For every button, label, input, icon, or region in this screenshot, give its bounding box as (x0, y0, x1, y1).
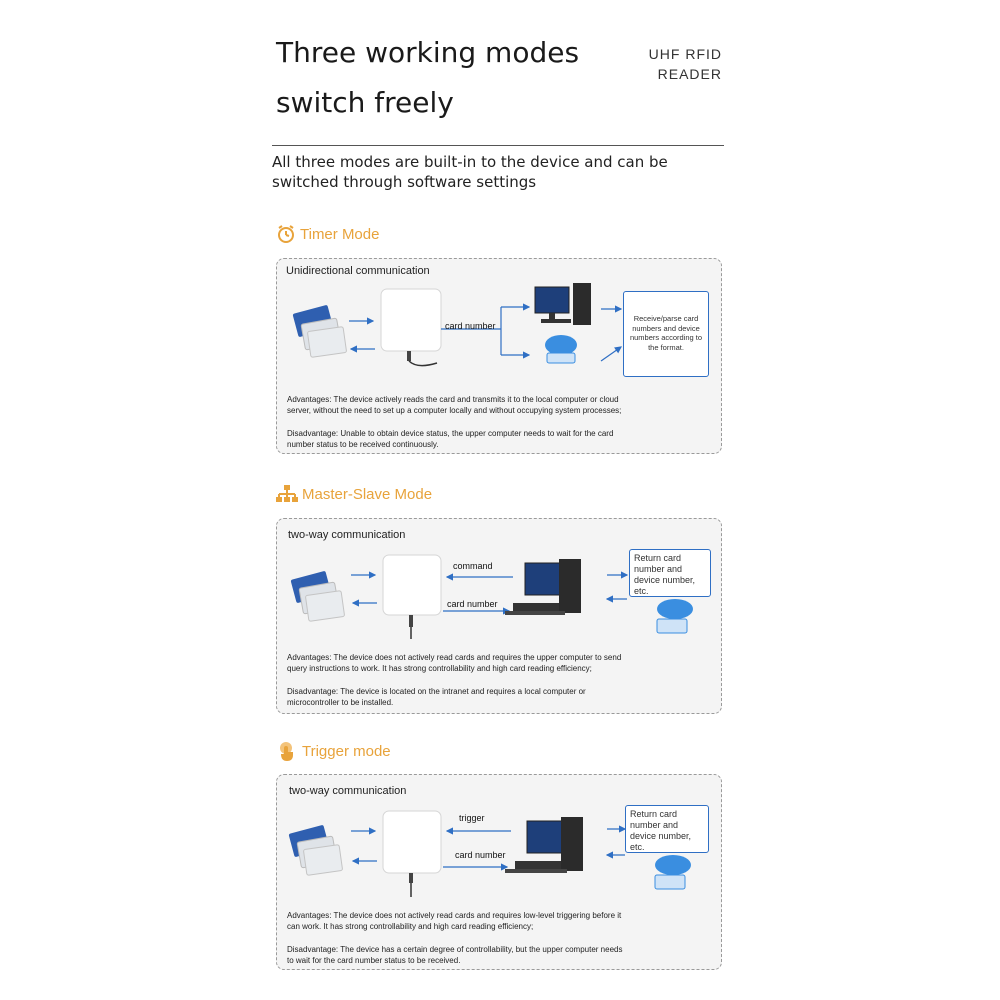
master-slave-mode-panel (276, 518, 722, 714)
computer-icon (505, 817, 583, 873)
disadvantage-line-2: microcontroller to be installed. (287, 697, 394, 707)
card-number-label: card number (445, 321, 496, 331)
card-number-label: card number (447, 599, 498, 609)
rfid-cards-icon (291, 571, 345, 622)
title-line-1: Three working modes (276, 36, 580, 69)
result-box: Return card number and device number, etc. (629, 549, 711, 597)
disadvantage-line-1: Disadvantage: The device is located on the intranet and requires a local computer or (287, 687, 586, 696)
advantages-line-1: Advantages: The device does not actively read cards and requires low-level triggering before it (287, 911, 622, 920)
result-box: Receive/parse card numbers and device numbers according to the format. (623, 291, 709, 377)
disadvantage-line-1: Disadvantage: Unable to obtain device status, the upper computer needs to wait for the card (287, 429, 614, 438)
intro-line-1: All three modes are built-in to the device and can be (272, 153, 668, 171)
trigger-mode-panel (276, 774, 722, 970)
card-number-label: card number (455, 850, 506, 860)
intro-text (272, 152, 732, 192)
command-label: command (453, 561, 493, 571)
timer-mode-title: Timer Mode (300, 225, 380, 243)
brand-line-2: READER (657, 66, 722, 82)
timer-mode-heading (276, 224, 379, 244)
disadvantage-line-1: Disadvantage: The device has a certain degree of controllability, but the upper computer needs (287, 945, 623, 954)
intro-line-2: switched through software settings (272, 173, 537, 191)
network-icon (276, 484, 298, 504)
master-slave-mode-title: Master-Slave Mode (302, 485, 433, 503)
advantages-line-2: server, without the need to set up a computer locally and without occupying system processes; (287, 405, 622, 415)
cloud-server-icon (655, 855, 691, 889)
brand-line-1: UHF RFID (648, 46, 722, 62)
page-title (276, 28, 636, 128)
clock-icon (276, 224, 296, 244)
disadvantage-text (287, 687, 715, 708)
disadvantage-line-2: to wait for the card number status to be received. (287, 955, 461, 965)
computer-icon (535, 283, 591, 325)
rfid-reader-icon (383, 555, 441, 639)
title-line-2: switch freely (276, 86, 454, 119)
disadvantage-text (287, 945, 715, 966)
rfid-cards-icon (293, 305, 347, 358)
advantages-text (287, 395, 715, 416)
rfid-reader-icon (381, 289, 441, 366)
rfid-cards-icon (289, 825, 343, 876)
communication-type: two-way communication (289, 785, 407, 797)
trigger-label: trigger (459, 813, 485, 823)
disadvantage-line-2: number status to be received continuously. (287, 439, 439, 449)
advantages-line-2: query instructions to work. It has strong controllability and high card reading efficiency; (287, 663, 592, 673)
timer-mode-panel (276, 258, 722, 454)
advantages-line-2: can work. It has strong controllability and high card reading efficiency; (287, 921, 534, 931)
cloud-server-icon (657, 599, 693, 633)
communication-type: two-way communication (288, 529, 406, 541)
disadvantage-text (287, 429, 715, 450)
brand-label (649, 44, 722, 84)
result-box: Return card number and device number, etc. (625, 805, 709, 853)
trigger-mode-title: Trigger mode (302, 742, 391, 760)
cloud-server-icon (545, 335, 577, 363)
advantages-text (287, 653, 715, 674)
touch-icon (276, 740, 298, 762)
advantages-line-1: Advantages: The device does not actively read cards and requires the upper computer to send (287, 653, 622, 662)
master-slave-mode-heading (276, 484, 432, 504)
communication-type: Unidirectional communication (286, 265, 430, 277)
computer-icon (505, 559, 581, 615)
advantages-line-1: Advantages: The device actively reads the card and transmits it to the local computer or cloud (287, 395, 619, 404)
advantages-text (287, 911, 715, 932)
trigger-mode-heading (276, 740, 391, 762)
rfid-reader-icon (383, 811, 441, 897)
divider (272, 145, 724, 146)
